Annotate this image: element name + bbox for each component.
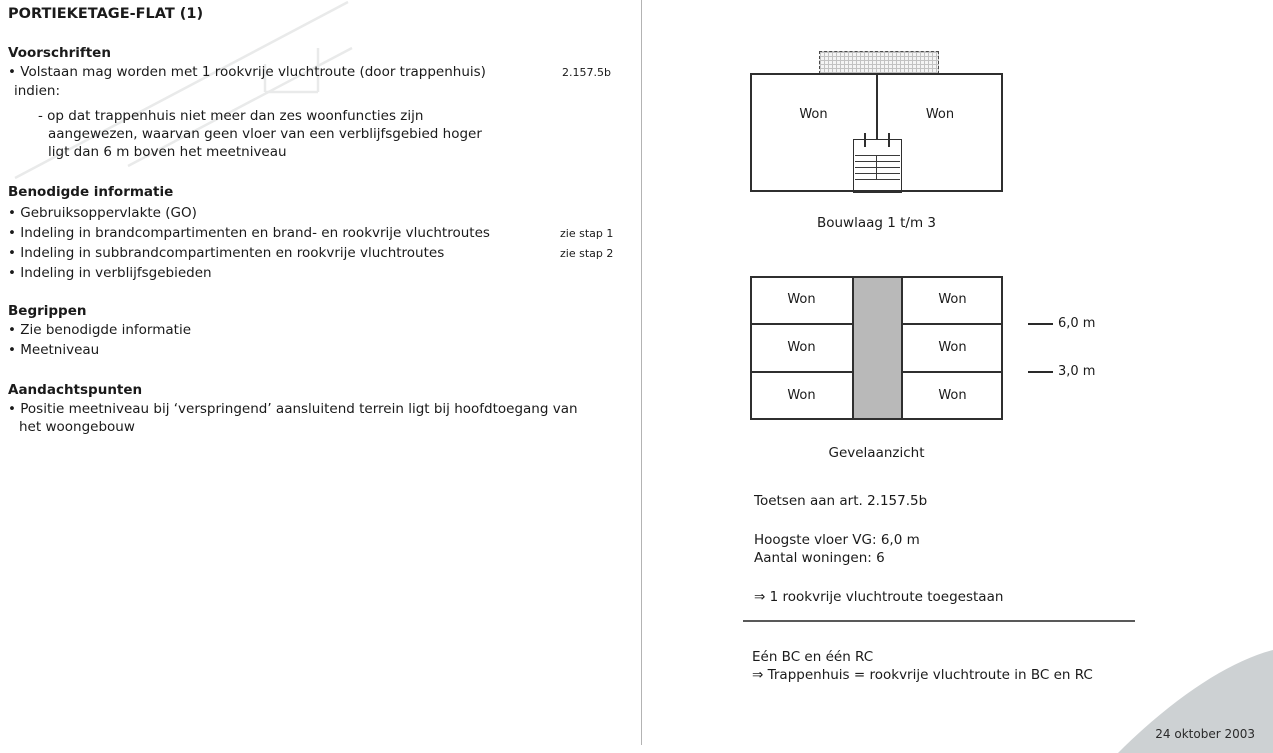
benodigde-item: • Gebruiksoppervlakte (GO)	[8, 205, 197, 221]
page-title: PORTIEKETAGE-FLAT (1)	[8, 6, 204, 22]
facade-floor-line	[902, 371, 1003, 373]
benodigde-item: • Indeling in subbrandcompartimenten en rookvrije vluchtroutes	[8, 245, 445, 261]
stair-flight-divider	[876, 155, 877, 180]
facade-caption: Gevelaanzicht	[828, 445, 925, 461]
floorplan-dwelling-label-right: Won	[925, 107, 955, 122]
voorschriften-line-2: indien:	[14, 83, 61, 99]
stair-tread	[855, 161, 900, 162]
dimension-marker-upper	[1028, 323, 1053, 325]
dimension-marker-lower	[1028, 371, 1053, 373]
dimension-label-lower: 3,0 m	[1058, 364, 1096, 379]
stair-tread	[855, 179, 900, 180]
facade-floor-line	[750, 323, 853, 325]
section-header-begrippen: Begrippen	[8, 303, 87, 319]
voorschriften-line-5: ligt dan 6 m boven het meetniveau	[48, 144, 287, 160]
facade-cell-label: Won	[938, 292, 967, 307]
stairwell-outline	[853, 139, 902, 193]
begrippen-item: • Zie benodigde informatie	[8, 322, 192, 338]
begrippen-item: • Meetniveau	[8, 342, 100, 358]
analysis-toetsen-line: Toetsen aan art. 2.157.5b	[754, 493, 928, 509]
section-header-voorschriften: Voorschriften	[8, 45, 111, 61]
trappenhuis-conclusion-line: ⇒ Trappenhuis = rookvrije vluchtroute in BC en RC	[752, 667, 1093, 683]
facade-floor-line	[750, 371, 853, 373]
gallery-hatched-area	[819, 51, 939, 74]
voorschriften-line-3: - op dat trappenhuis niet meer dan zes woonfuncties zijn	[38, 108, 424, 124]
horizontal-rule	[743, 620, 1135, 622]
watermark-roof-outline	[0, 0, 400, 200]
facade-cell-label: Won	[787, 388, 816, 403]
benodigde-item: • Indeling in verblijfsgebieden	[8, 265, 212, 281]
facade-floor-line	[902, 323, 1003, 325]
floorplan-caption: Bouwlaag 1 t/m 3	[816, 215, 937, 231]
benodigde-item: • Indeling in brandcompartimenten en brand- en rookvrije vluchtroutes	[8, 225, 490, 241]
aandachtspunten-line-1: • Positie meetniveau bij ‘verspringend’ aansluitend terrein ligt bij hoofdtoegang van	[8, 401, 578, 417]
voorschriften-line-4: aangewezen, waarvan geen vloer van een verblijfsgebied hoger	[48, 126, 482, 142]
bc-rc-line: Eén BC en één RC	[752, 649, 874, 665]
facade-cell-label: Won	[938, 340, 967, 355]
stair-tread	[855, 155, 900, 156]
zie-stap-note-2: zie stap 2	[560, 247, 614, 260]
facade-cell-label: Won	[787, 292, 816, 307]
analysis-aantal-woningen-line: Aantal woningen: 6	[754, 550, 885, 566]
date-label: 24 oktober 2003	[1155, 727, 1255, 741]
column-divider	[641, 0, 642, 745]
facade-cell-label: Won	[787, 340, 816, 355]
section-header-benodigde-informatie: Benodigde informatie	[8, 184, 174, 200]
zie-stap-note-1: zie stap 1	[560, 227, 614, 240]
dimension-label-upper: 6,0 m	[1058, 316, 1096, 331]
door-tick-left	[864, 133, 866, 147]
analysis-conclusion-line: ⇒ 1 rookvrije vluchtroute toegestaan	[754, 589, 1004, 605]
voorschriften-line-1: • Volstaan mag worden met 1 rookvrije vluchtroute (door trappenhuis)	[8, 64, 486, 80]
facade-cell-label: Won	[938, 388, 967, 403]
section-header-aandachtspunten: Aandachtspunten	[8, 382, 143, 398]
door-tick-right	[888, 133, 890, 147]
stair-tread	[855, 173, 900, 174]
floorplan-dwelling-label-left: Won	[799, 107, 828, 122]
aandachtspunten-line-2: het woongebouw	[19, 419, 135, 435]
stair-tread	[855, 167, 900, 168]
analysis-hoogste-vloer-line: Hoogste vloer VG: 6,0 m	[754, 532, 920, 548]
regulation-ref: 2.157.5b	[562, 66, 611, 79]
